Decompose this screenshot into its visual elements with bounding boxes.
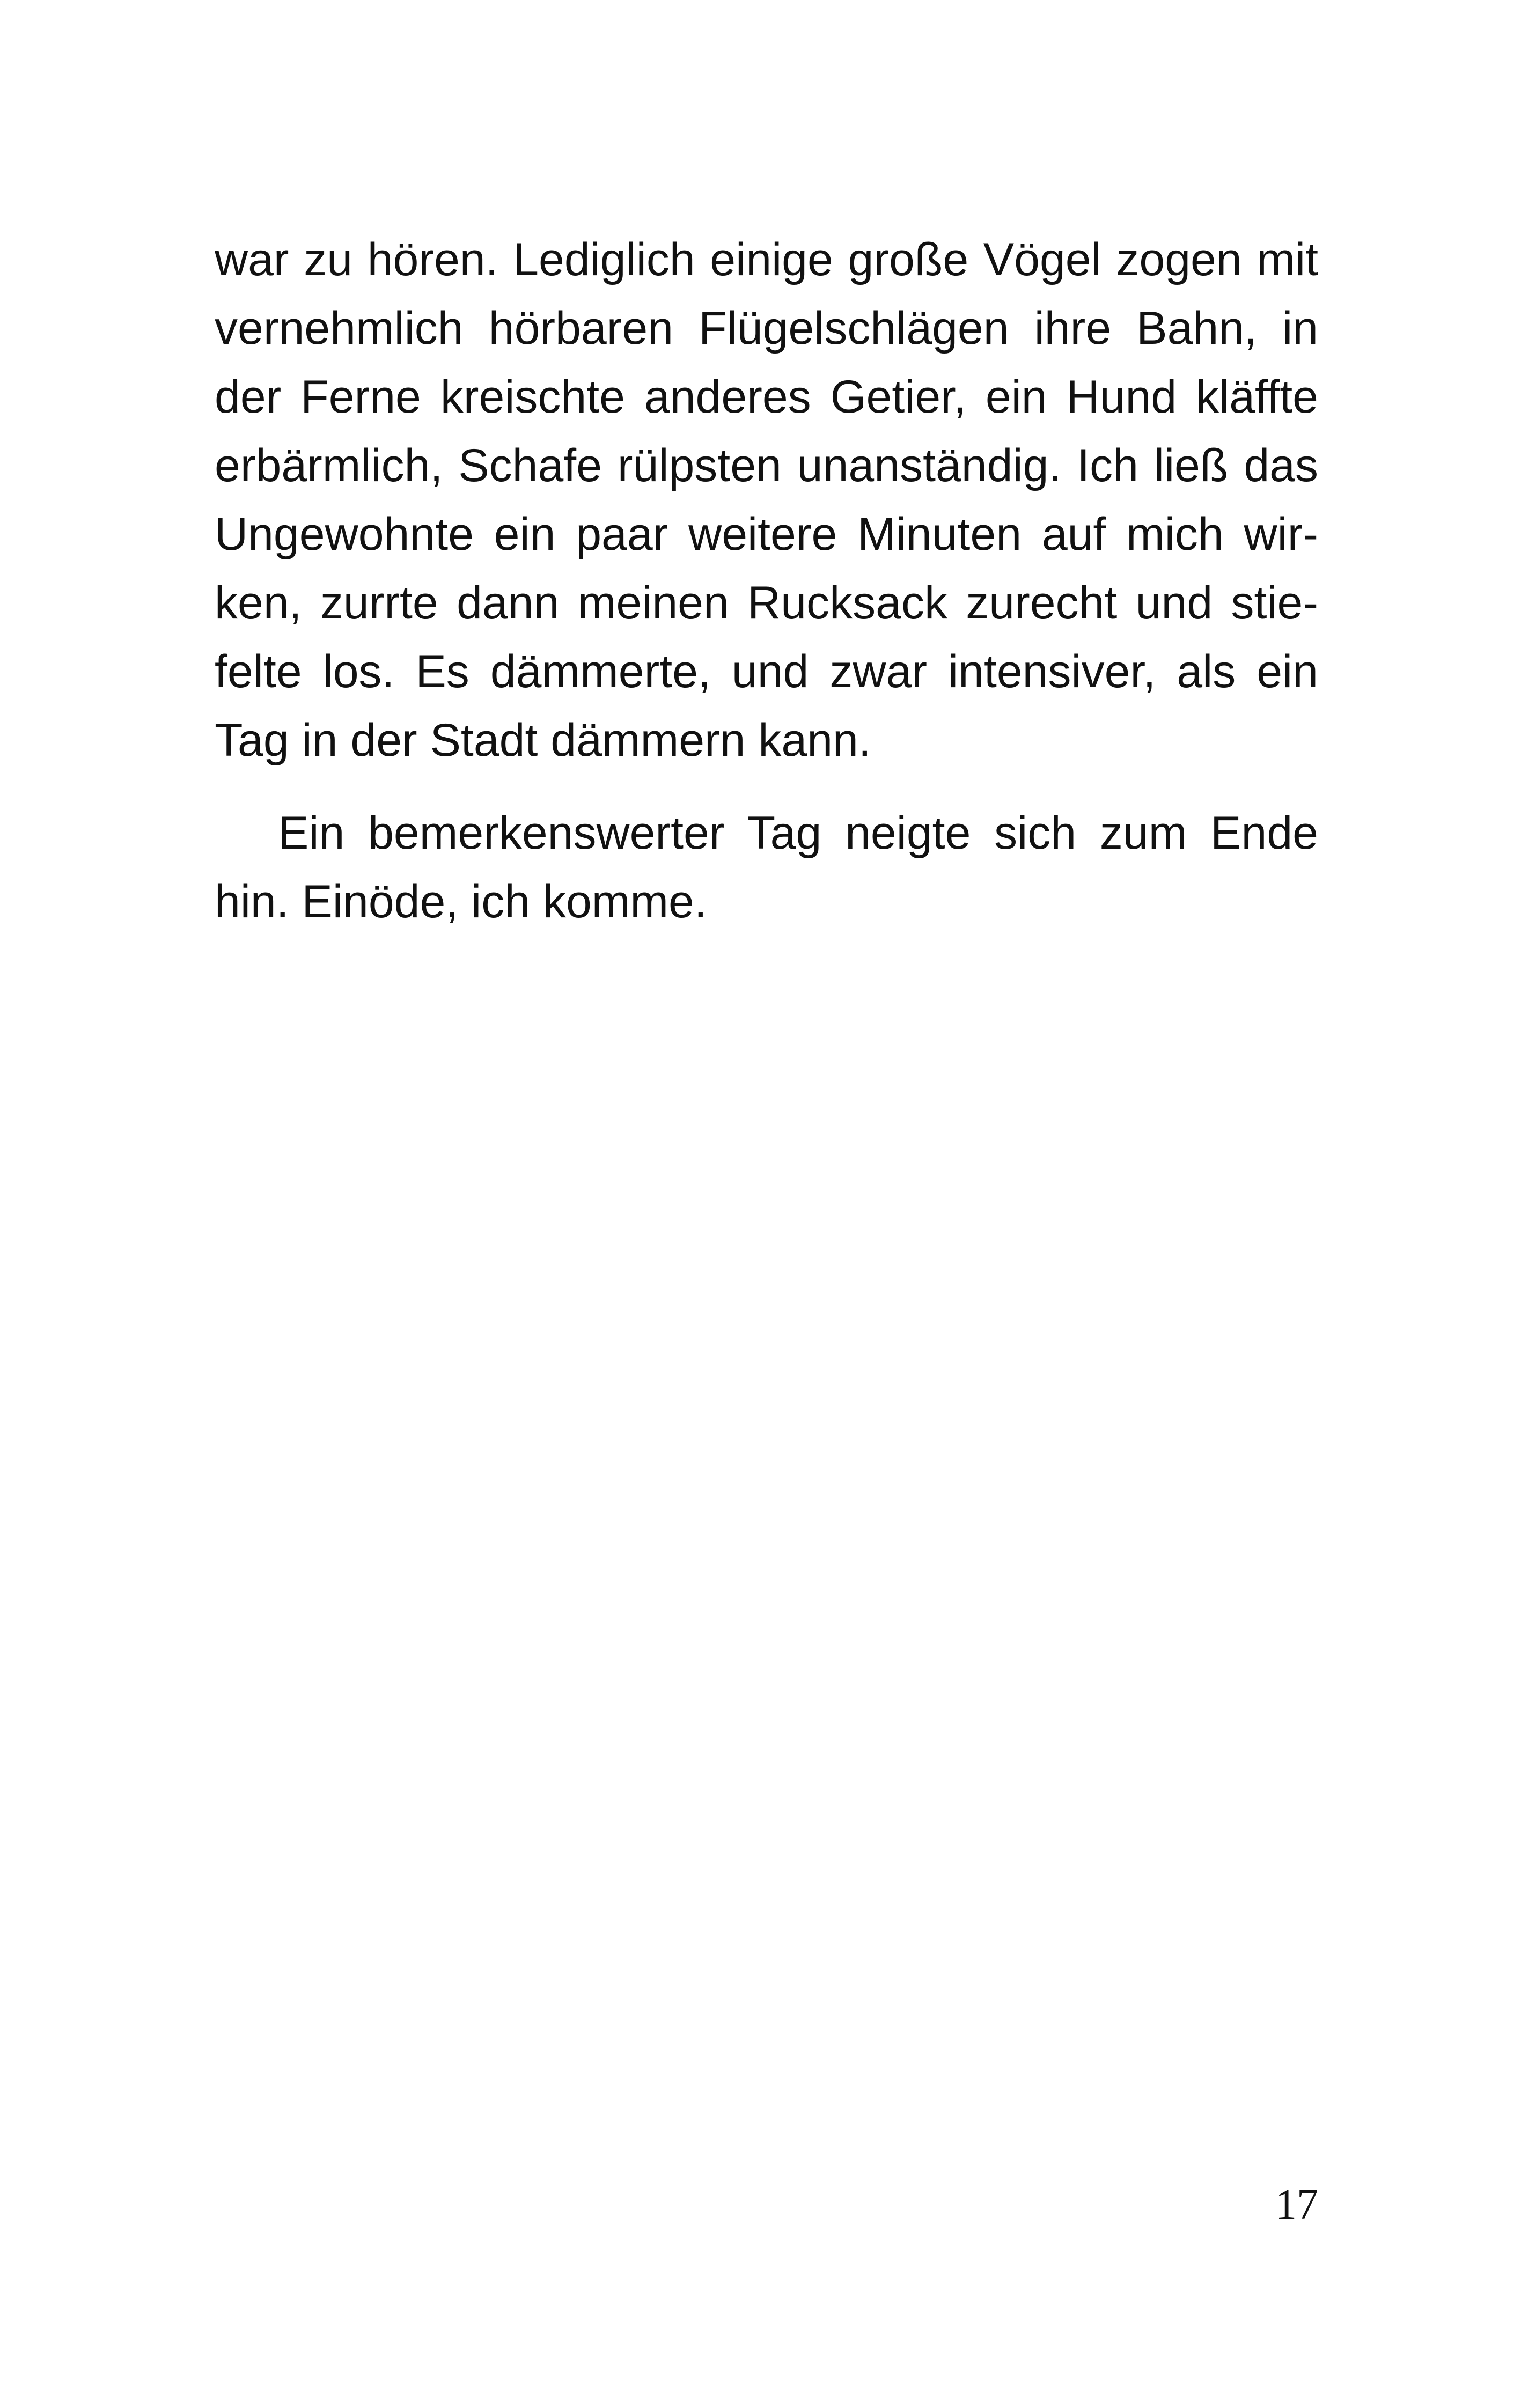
- text-line: Ungewohnte ein paar weitere Minuten auf mich wir-: [215, 509, 1318, 560]
- text-line: hin. Einöde, ich komme.: [215, 876, 707, 927]
- body-text: [215, 225, 1318, 936]
- text-line: erbärmlich, Schafe rülpsten unanständig. Ich ließ das: [215, 440, 1318, 491]
- page-number: 17: [1275, 2181, 1318, 2228]
- text-line: vernehmlich hörbaren Flügelschlägen ihre Bahn, in: [215, 303, 1318, 354]
- text-line: Ein bemerkenswerter Tag neigte sich zum Ende: [278, 807, 1318, 859]
- text-line: der Ferne kreischte anderes Getier, ein Hund kläffte: [215, 371, 1318, 423]
- paragraph-1: [215, 225, 1318, 775]
- text-line: war zu hören. Lediglich einige große Vögel zogen mit: [215, 234, 1318, 285]
- paragraph-2: [215, 799, 1318, 936]
- text-line: felte los. Es dämmerte, und zwar intensiver, als ein: [215, 646, 1318, 697]
- text-line: Tag in der Stadt dämmern kann.: [215, 715, 871, 766]
- text-line: ken, zurrte dann meinen Rucksack zurecht und stie-: [215, 577, 1318, 629]
